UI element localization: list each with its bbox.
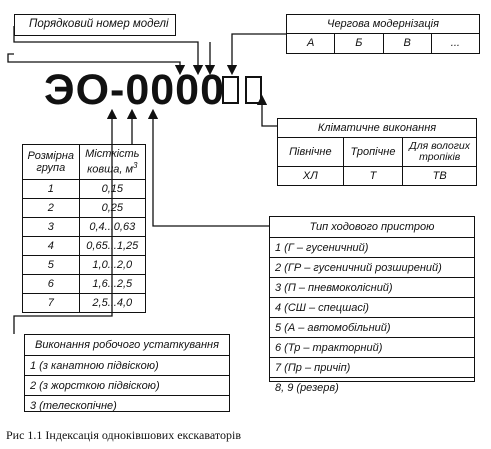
climate-header-wet-tropics: Для вологих тропіків (403, 138, 477, 167)
bucket-capacity-table (22, 144, 146, 313)
chassis-type-box (269, 216, 475, 394)
bucket-group: 6 (23, 275, 80, 294)
bucket-capacity: 0,15 (79, 180, 145, 199)
equipment-item: 2 (з жорсткою підвіскою) (25, 376, 229, 396)
model-number-label: Порядковий номер моделі (29, 18, 169, 30)
modernization-option: Б (335, 34, 383, 53)
modernization-box (286, 14, 480, 54)
bucket-capacity: 1,6...2,5 (79, 275, 145, 294)
bucket-group: 3 (23, 218, 80, 237)
chassis-type-title: Тип ходового пристрою (270, 217, 474, 238)
modernization-option: В (384, 34, 432, 53)
bucket-group: 5 (23, 256, 80, 275)
modernization-option: А (287, 34, 335, 53)
chassis-item: 2 (ГР – гусеничний розширений) (270, 258, 474, 278)
climate-code-tropical: Т (343, 167, 403, 186)
climate-code-north: ХЛ (278, 167, 344, 186)
chassis-item: 1 (Г – гусеничний) (270, 238, 474, 258)
bucket-capacity: 0,25 (79, 199, 145, 218)
bucket-group: 1 (23, 180, 80, 199)
climate-header-north: Північне (278, 138, 344, 167)
modernization-options (287, 34, 479, 53)
bucket-group: 2 (23, 199, 80, 218)
bucket-col-capacity-header (79, 145, 145, 180)
chassis-item: 7 (Пр – причіп) (270, 358, 474, 378)
climate-title: Кліматичне виконання (278, 119, 477, 138)
bucket-capacity-header-text: Місткість ковша, м (85, 148, 140, 176)
working-equipment-title: Виконання робочого устаткування (25, 335, 229, 356)
bucket-capacity: 1,0...2,0 (79, 256, 145, 275)
chassis-item: 8, 9 (резерв) (275, 382, 339, 394)
index-square-1 (222, 76, 239, 104)
bucket-capacity: 2,5...4,0 (79, 294, 145, 313)
equipment-item: 3 (телескопічне) (30, 400, 117, 412)
equipment-item: 1 (з канатною підвіскою) (25, 356, 229, 376)
bucket-capacity-unit-sup: 3 (133, 161, 138, 171)
modernization-title: Чергова модернізація (287, 16, 479, 34)
chassis-item: 4 (СШ – спецшасі) (270, 298, 474, 318)
index-square-2 (245, 76, 262, 104)
climate-header-tropical: Тропічне (343, 138, 403, 167)
bucket-col-group-header: Розмірна група (23, 145, 80, 180)
bucket-capacity: 0,4...0,63 (79, 218, 145, 237)
chassis-item: 6 (Тр – тракторний) (270, 338, 474, 358)
modernization-option: ... (450, 37, 460, 49)
bucket-group: 4 (23, 237, 80, 256)
model-number-box (14, 14, 176, 36)
chassis-item: 5 (А – автомобільний) (270, 318, 474, 338)
working-equipment-box (24, 334, 230, 412)
chassis-item: 3 (П – пневмоколісний) (270, 278, 474, 298)
figure-caption: Рис 1.1 Індексація одноківшових екскаваторів (6, 428, 241, 442)
climate-code-wet-tropics: ТВ (403, 167, 477, 186)
bucket-capacity: 0,65...1,25 (79, 237, 145, 256)
climate-table (277, 118, 477, 186)
excavator-index-code: ЭО-0000 (44, 66, 226, 114)
bucket-group: 7 (23, 294, 80, 313)
